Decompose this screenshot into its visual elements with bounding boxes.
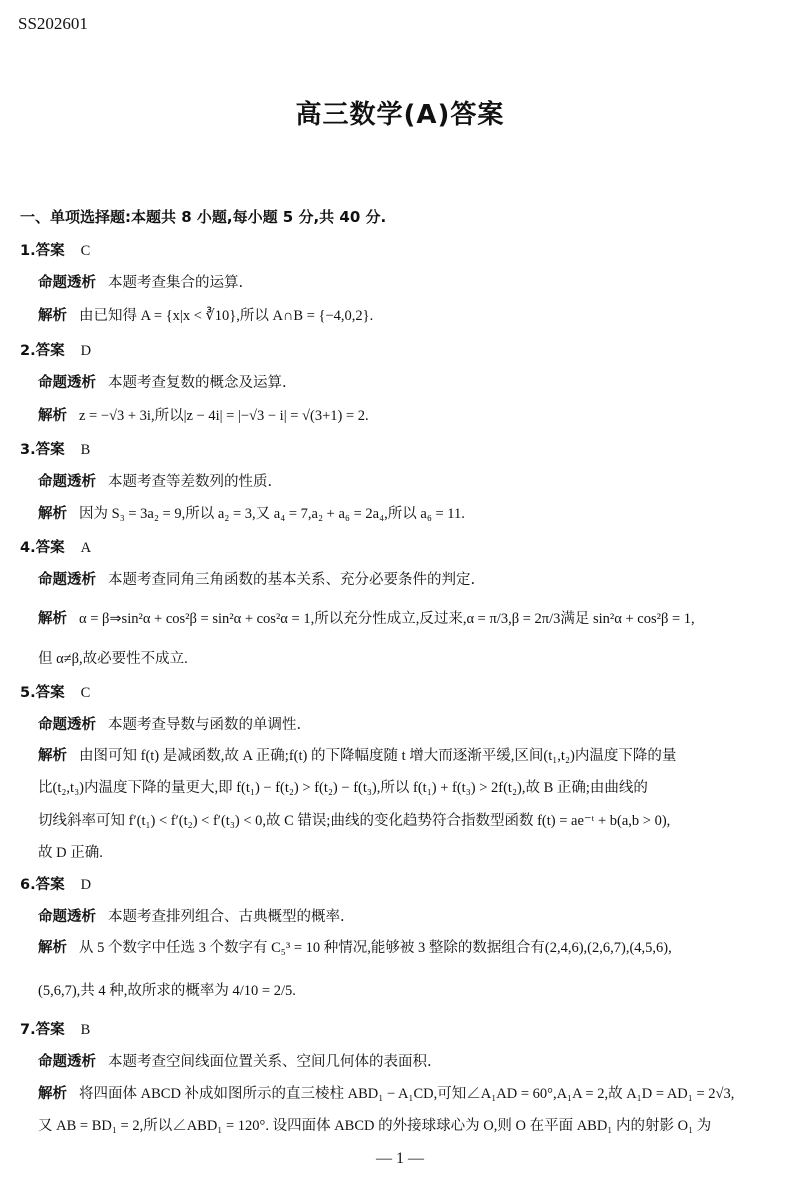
- question-3-analysis: 命题透析 本题考查等差数列的性质.: [38, 474, 273, 490]
- question-2-analysis: 命题透析 本题考查复数的概念及运算.: [38, 375, 287, 391]
- page-number: — 1 —: [376, 1150, 424, 1167]
- question-5-solution-line-3: 切线斜率可知 f′(t₁) < f′(t₂) < f′(t₃) < 0,故 C 错误;曲线的变化趋势符合指数型函数 f(t) = ae⁻ᵗ + b(a,b > 0),: [38, 813, 671, 829]
- page-title: 高三数学(A)答案: [295, 100, 505, 130]
- question-5-solution-line-4: 故 D 正确.: [38, 845, 103, 861]
- question-6-answer: 6.答案 D: [20, 877, 92, 893]
- question-5-analysis: 命题透析 本题考查导数与函数的单调性.: [38, 717, 302, 733]
- question-6-analysis: 命题透析 本题考查排列组合、古典概型的概率.: [38, 909, 345, 925]
- question-7-answer: 7.答案 B: [20, 1022, 91, 1038]
- question-4-answer: 4.答案 A: [20, 540, 92, 556]
- question-2-answer: 2.答案 D: [20, 343, 92, 359]
- question-4-solution-line-1: 解析 α = β⇒sin²α + cos²β = sin²α + cos²α = 1,所以充分性成立,反过来,α = π/3,β = 2π/3满足 sin²α + cos²β = 1,: [38, 611, 695, 627]
- question-5-answer: 5.答案 C: [20, 685, 91, 701]
- question-1-analysis: 命题透析 本题考查集合的运算.: [38, 275, 244, 291]
- question-6-solution-line-1: 解析 从 5 个数字中任选 3 个数字有 C₅³ = 10 种情况,能够被 3 整除的数据组合有(2,4,6),(2,6,7),(4,5,6),: [38, 940, 672, 956]
- question-7-solution-line-1: 解析 将四面体 ABCD 补成如图所示的直三棱柱 ABD₁ − A₁CD,可知∠A₁AD = 60°,A₁A = 2,故 A₁D = AD₁ = 2√3,: [38, 1086, 735, 1102]
- question-1-answer: 1.答案 C: [20, 243, 91, 259]
- question-7-analysis: 命题透析 本题考查空间线面位置关系、空间几何体的表面积.: [38, 1054, 432, 1070]
- question-2-solution: 解析 z = −√3 + 3i,所以|z − 4i| = |−√3 − i| = √(3+1) = 2.: [38, 408, 369, 424]
- document-code: SS202601: [18, 14, 88, 33]
- question-7-solution-line-2: 又 AB = BD₁ = 2,所以∠ABD₁ = 120°. 设四面体 ABCD 的外接球球心为 O,则 O 在平面 ABD₁ 内的射影 O₁ 为: [38, 1118, 712, 1134]
- question-5-solution-line-1: 解析 由图可知 f(t) 是减函数,故 A 正确;f(t) 的下降幅度随 t 增大而逐渐平缓,区间(t₁,t₂)内温度下降的量: [38, 748, 677, 764]
- question-5-solution-line-2: 比(t₂,t₃)内温度下降的量更大,即 f(t₁) − f(t₂) > f(t₂) − f(t₃),所以 f(t₁) + f(t₃) > 2f(t₂),故 B 正确;由曲线的: [38, 780, 648, 796]
- question-3-solution: 解析 因为 S₃ = 3a₂ = 9,所以 a₂ = 3,又 a₄ = 7,a₂ + a₆ = 2a₄,所以 a₆ = 11.: [38, 506, 465, 522]
- question-6-solution-line-2: (5,6,7),共 4 种,故所求的概率为 4/10 = 2/5.: [38, 983, 296, 999]
- question-4-solution-line-2: 但 α≠β,故必要性不成立.: [38, 651, 188, 667]
- question-1-solution: 解析 由已知得 A = {x|x < ∛10},所以 A∩B = {−4,0,2}.: [38, 308, 374, 324]
- question-3-answer: 3.答案 B: [20, 442, 91, 458]
- question-4-analysis: 命题透析 本题考查同角三角函数的基本关系、充分必要条件的判定.: [38, 572, 476, 588]
- section-heading: 一、单项选择题:本题共 8 小题,每小题 5 分,共 40 分.: [20, 208, 387, 226]
